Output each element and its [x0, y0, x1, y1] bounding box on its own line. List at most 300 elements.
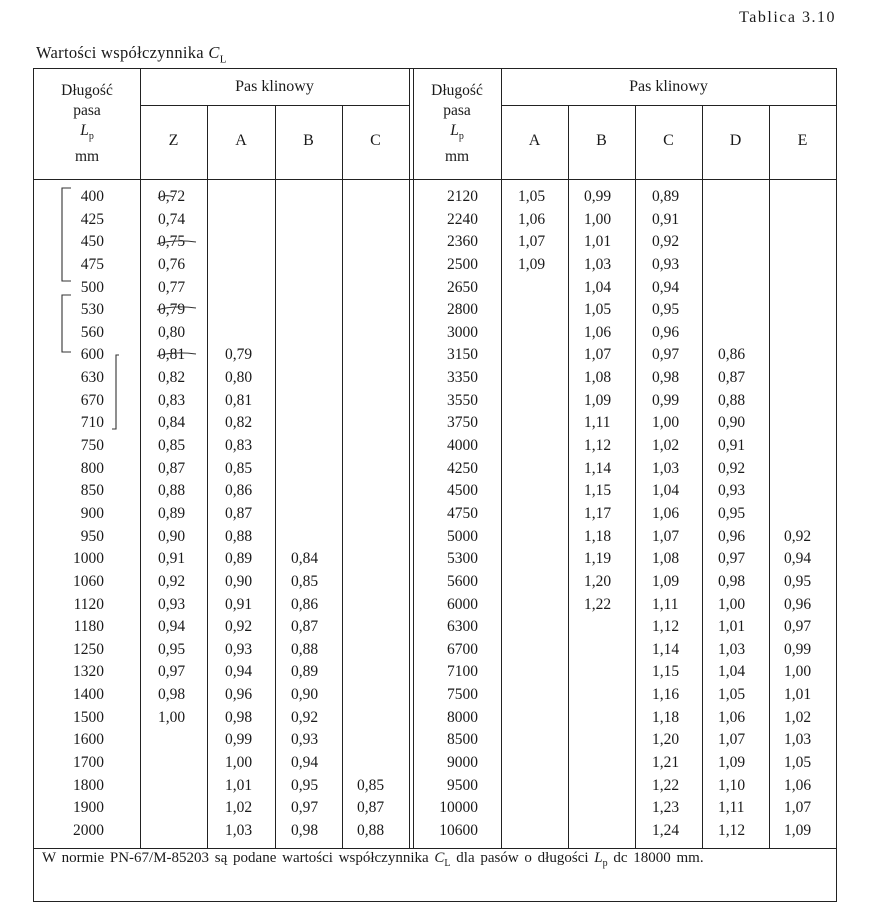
table-cell: 1,23 [652, 799, 680, 817]
table-cell: 0,90 [225, 572, 253, 590]
table-cell [357, 526, 402, 549]
table-cell [291, 390, 336, 413]
table-cell: 0,85 [225, 459, 253, 477]
table-cell: 0,84 [291, 550, 319, 568]
table-cell: 560 [80, 323, 104, 341]
left-length-column [54, 186, 104, 843]
table-cell [225, 322, 270, 345]
table-cell: 1320 [73, 663, 104, 681]
table-cell: 0,84 [158, 414, 186, 432]
table-cell [357, 231, 402, 254]
table-cell [357, 344, 402, 367]
note-symbol1-sub: L [444, 858, 451, 869]
divider-a-b [275, 105, 276, 848]
table-cell: 1,18 [584, 527, 612, 545]
right-col-header-a: A [528, 132, 541, 149]
table-cell [357, 729, 402, 752]
table-cell [357, 480, 402, 503]
table-cell [291, 503, 336, 526]
table-cell: 0,75 [158, 233, 186, 251]
table-cell [225, 186, 270, 209]
table-cell: 1,09 [518, 255, 546, 273]
table-cell [357, 435, 402, 458]
table-cell: 1,15 [584, 482, 612, 500]
table-cell: 2120 [447, 188, 478, 205]
table-cell [718, 277, 763, 300]
table-cell: 1,00 [584, 210, 612, 228]
table-cell: 0,88 [291, 640, 319, 658]
table-cell: 1,01 [784, 686, 812, 704]
table-cell [291, 412, 336, 435]
table-cell [584, 729, 629, 752]
table-cell: 0,89 [158, 504, 186, 522]
table-cell: 0,89 [652, 188, 680, 205]
length-header-line2: pasa [443, 102, 471, 119]
table-cell [584, 775, 629, 798]
table-cell: 0,96 [225, 686, 253, 704]
table-cell: 1700 [73, 754, 104, 772]
table-cell: 0,93 [225, 640, 253, 658]
table-cell: 1,05 [518, 188, 546, 205]
table-cell [518, 412, 563, 435]
table-cell [158, 752, 203, 775]
table-cell: 1,20 [652, 731, 680, 749]
table-cell [518, 707, 563, 730]
table-cell: 5600 [447, 572, 478, 590]
table-cell: 0,97 [291, 799, 319, 817]
table-cell: 1,06 [652, 504, 680, 522]
table-cell: 670 [80, 391, 104, 409]
table-cell: 0,89 [225, 550, 253, 568]
divider-c-d-right [702, 105, 703, 848]
table-cell: 1800 [73, 776, 104, 794]
divider-right-length [501, 69, 502, 848]
table-cell [584, 820, 629, 843]
table-cell [158, 820, 203, 843]
table-cell: 0,90 [291, 686, 319, 704]
table-cell [518, 548, 563, 571]
table-cell: 0,98 [718, 572, 746, 590]
table-cell [291, 186, 336, 209]
table-cell [718, 254, 763, 277]
table-cell [584, 661, 629, 684]
table-cell [291, 299, 336, 322]
table-cell: 1,04 [584, 278, 612, 296]
divider-b-c [342, 105, 343, 848]
table-cell: 1,00 [718, 595, 746, 613]
table-cell: 1,07 [518, 233, 546, 251]
table-cell: 2800 [447, 301, 478, 319]
table-cell: 0,93 [652, 255, 680, 273]
table-cell [518, 435, 563, 458]
length-header-line1: Długość [61, 82, 113, 99]
table-cell: 0,91 [225, 595, 253, 613]
table-cell: 0,90 [158, 527, 186, 545]
table-cell: 0,93 [291, 731, 319, 749]
table-cell [357, 322, 402, 345]
table-cell: 0,88 [718, 391, 746, 409]
length-header-symbol: $L_p$ [80, 122, 94, 143]
table-cell: 0,88 [158, 482, 186, 500]
table-cell [518, 729, 563, 752]
right-col-header-b: B [596, 132, 607, 149]
table-cell [718, 231, 763, 254]
table-cell: 1,19 [584, 550, 612, 568]
divider-left-length [140, 69, 141, 848]
note-symbol2-sub: p [602, 858, 608, 869]
table-cell [518, 594, 563, 617]
table-cell: 5000 [447, 527, 478, 545]
table-cell [584, 707, 629, 730]
table-cell [357, 367, 402, 390]
table-cell: 0,83 [225, 437, 253, 455]
table-cell: 0,86 [291, 595, 319, 613]
table-cell [357, 548, 402, 571]
table-cell: 1,12 [718, 821, 746, 839]
table-cell: 1,07 [652, 527, 680, 545]
caption-symbol: C [208, 43, 220, 62]
table-cell [357, 639, 402, 662]
right-b-column [584, 186, 629, 843]
table-cell: 450 [80, 233, 104, 251]
table-cell: 2500 [447, 255, 478, 273]
table-cell: 1,01 [225, 776, 253, 794]
table-cell: 1,12 [652, 618, 680, 636]
table-cell: 1,18 [652, 708, 680, 726]
table-cell [518, 775, 563, 798]
table-cell [291, 322, 336, 345]
table-cell [518, 322, 563, 345]
table-cell: 4500 [447, 482, 478, 500]
table-cell: 0,86 [718, 346, 746, 364]
table-cell: 0,92 [225, 618, 253, 636]
note-symbol2: L [594, 850, 603, 866]
table-cell [357, 209, 402, 232]
table-cell: 5300 [447, 550, 478, 568]
table-cell: 0,82 [158, 369, 186, 387]
table-cell [357, 186, 402, 209]
table-cell: 400 [80, 188, 104, 205]
table-cell: 475 [80, 255, 104, 273]
table-cell [291, 277, 336, 300]
table-cell: 1,11 [652, 595, 679, 613]
table-cell [784, 458, 829, 481]
left-z-column [158, 186, 203, 843]
table-cell: 1,00 [158, 708, 186, 726]
right-col-header-d: D [729, 132, 742, 149]
right-length-column [424, 186, 478, 843]
table-cell [784, 435, 829, 458]
table-cell: 3350 [447, 369, 478, 387]
table-cell: 7100 [447, 663, 478, 681]
table-cell: 0,97 [158, 663, 186, 681]
table-cell: 1,06 [584, 323, 612, 341]
table-cell [291, 254, 336, 277]
table-cell [291, 231, 336, 254]
table-cell: 2650 [447, 278, 478, 296]
table-cell: 1,00 [784, 663, 812, 681]
table-cell: 0,98 [158, 686, 186, 704]
length-header-unit: mm [74, 148, 100, 166]
table-cell: 1,03 [225, 821, 253, 839]
table-cell: 7500 [447, 686, 478, 704]
table-cell: 8500 [447, 731, 478, 749]
coefficient-table [33, 68, 837, 902]
right-length-header [413, 81, 501, 167]
table-cell [518, 797, 563, 820]
divider-z-a [207, 105, 208, 848]
table-cell: 0,95 [158, 640, 186, 658]
table-cell: 1,24 [652, 821, 680, 839]
table-cell [518, 458, 563, 481]
table-cell: 750 [80, 437, 104, 455]
table-cell: 1,07 [718, 731, 746, 749]
note-part1: W normie PN-67/M-85203 są podane wartości współczynnika [42, 850, 429, 866]
table-cell: 10600 [439, 821, 478, 839]
table-footnote [42, 848, 824, 874]
table-cell [784, 367, 829, 390]
table-cell: 1,07 [784, 799, 812, 817]
table-cell: 0,85 [357, 776, 385, 794]
table-cell: 0,94 [158, 618, 186, 636]
table-cell: 425 [80, 210, 104, 228]
table-cell: 1,06 [784, 776, 812, 794]
table-cell: 6700 [447, 640, 478, 658]
double-divider-1 [409, 69, 410, 848]
table-cell: 1,03 [784, 731, 812, 749]
table-cell [784, 344, 829, 367]
table-cell [225, 299, 270, 322]
table-cell [518, 661, 563, 684]
table-cell: 1,16 [652, 686, 680, 704]
table-cell: 1,02 [652, 437, 680, 455]
table-cell: 0,96 [784, 595, 812, 613]
table-cell: 2360 [447, 233, 478, 251]
table-cell: 0,91 [652, 210, 680, 228]
table-cell: 0,98 [225, 708, 253, 726]
table-cell: 0,83 [158, 391, 186, 409]
table-cell [291, 480, 336, 503]
table-cell: 0,99 [652, 391, 680, 409]
table-cell: 1,08 [584, 369, 612, 387]
table-cell [784, 390, 829, 413]
table-cell: 0,98 [291, 821, 319, 839]
table-cell [158, 775, 203, 798]
table-cell: 0,92 [652, 233, 680, 251]
left-c-column [357, 186, 402, 843]
right-col-header-e: E [797, 132, 808, 149]
table-number: Tablica 3.10 [739, 9, 836, 26]
table-cell [357, 594, 402, 617]
table-cell [225, 277, 270, 300]
table-cell: 0,99 [584, 188, 612, 205]
caption-symbol-sub: L [219, 53, 227, 66]
table-cell: 0,93 [158, 595, 186, 613]
table-cell: 1,02 [225, 799, 253, 817]
table-cell: 1,03 [652, 459, 680, 477]
table-cell [784, 186, 829, 209]
table-cell [718, 186, 763, 209]
table-cell: 1,15 [652, 663, 680, 681]
table-cell [518, 820, 563, 843]
table-cell: 4250 [447, 459, 478, 477]
table-cell: 3550 [447, 391, 478, 409]
table-cell [158, 729, 203, 752]
length-header-line2: pasa [73, 102, 101, 119]
table-cell [518, 367, 563, 390]
table-cell: 3150 [447, 346, 478, 364]
table-cell: 1180 [73, 618, 104, 636]
table-cell: 0,92 [291, 708, 319, 726]
table-cell: 950 [80, 527, 104, 545]
table-cell: 1600 [73, 731, 104, 749]
table-cell [518, 503, 563, 526]
table-cell: 1,11 [718, 799, 745, 817]
table-cell: 0,95 [652, 301, 680, 319]
table-cell [291, 344, 336, 367]
table-cell: 710 [80, 414, 104, 432]
table-cell: 3750 [447, 414, 478, 432]
right-subheader-line [501, 105, 836, 106]
table-cell: 0,80 [225, 369, 253, 387]
table-cell [357, 752, 402, 775]
table-cell: 1,05 [784, 754, 812, 772]
table-cell: 900 [80, 504, 104, 522]
table-cell: 0,81 [225, 391, 253, 409]
table-cell: 1,09 [652, 572, 680, 590]
table-cell [225, 231, 270, 254]
table-cell: 1,06 [718, 708, 746, 726]
table-cell [291, 435, 336, 458]
table-cell [357, 661, 402, 684]
table-cell: 0,86 [225, 482, 253, 500]
table-cell: 0,87 [158, 459, 186, 477]
table-cell [784, 299, 829, 322]
left-subheader-line [140, 105, 409, 106]
table-cell: 4750 [447, 504, 478, 522]
table-cell [718, 209, 763, 232]
table-cell [584, 639, 629, 662]
table-cell: 0,98 [652, 369, 680, 387]
table-cell [357, 390, 402, 413]
right-a-column [518, 186, 563, 843]
left-col-header-c: C [370, 132, 381, 149]
right-col-header-c: C [663, 132, 674, 149]
table-cell: 0,96 [652, 323, 680, 341]
table-cell: 0,97 [652, 346, 680, 364]
table-cell: 1,14 [584, 459, 612, 477]
length-header-line1: Długość [431, 82, 483, 99]
table-cell: 1,22 [584, 595, 612, 613]
table-cell: 3000 [447, 323, 478, 341]
table-cell: 850 [80, 482, 104, 500]
table-cell: 1400 [73, 686, 104, 704]
left-group-header: Pas klinowy [235, 78, 314, 95]
table-cell: 800 [80, 459, 104, 477]
table-cell [518, 752, 563, 775]
table-cell [784, 503, 829, 526]
table-cell: 6300 [447, 618, 478, 636]
table-cell: 1,11 [584, 414, 611, 432]
right-group-header: Pas klinowy [629, 78, 708, 95]
table-cell [784, 209, 829, 232]
table-cell: 1,09 [584, 391, 612, 409]
table-cell [357, 254, 402, 277]
note-part2: dla pasów o długości [456, 850, 589, 866]
table-cell: 1,20 [584, 572, 612, 590]
table-cell [518, 344, 563, 367]
table-cell: 0,90 [718, 414, 746, 432]
table-cell: 630 [80, 369, 104, 387]
table-cell: 1060 [73, 572, 104, 590]
table-cell: 1,01 [718, 618, 746, 636]
right-c-column [652, 186, 697, 843]
table-cell [357, 503, 402, 526]
table-cell [784, 412, 829, 435]
table-cell [784, 254, 829, 277]
table-cell: 9000 [447, 754, 478, 772]
table-cell: 0,87 [357, 799, 385, 817]
divider-d-e-right [769, 105, 770, 848]
table-caption [36, 43, 227, 65]
table-cell: 0,74 [158, 210, 186, 228]
table-cell: 0,87 [225, 504, 253, 522]
table-cell: 1120 [73, 595, 104, 613]
table-cell: 8000 [447, 708, 478, 726]
table-cell [718, 322, 763, 345]
left-col-header-z: Z [168, 132, 179, 149]
table-cell: 9500 [447, 776, 478, 794]
table-cell: 1,01 [584, 233, 612, 251]
table-cell: 1,00 [652, 414, 680, 432]
table-cell: 1,12 [584, 437, 612, 455]
table-cell [518, 277, 563, 300]
table-cell: 0,77 [158, 278, 186, 296]
table-cell [291, 458, 336, 481]
table-cell [784, 322, 829, 345]
table-cell: 0,96 [718, 527, 746, 545]
left-a-column [225, 186, 270, 843]
table-cell [357, 277, 402, 300]
double-divider-2 [413, 69, 414, 848]
table-cell: 1,05 [718, 686, 746, 704]
note-symbol1: C [434, 850, 445, 866]
table-cell [584, 684, 629, 707]
table-cell [784, 480, 829, 503]
table-cell: 500 [80, 278, 104, 296]
table-cell: 1,04 [718, 663, 746, 681]
caption-text: Wartości współczynnika [36, 43, 204, 62]
table-cell: 0,88 [357, 821, 385, 839]
table-cell: 1000 [73, 550, 104, 568]
table-cell [518, 390, 563, 413]
table-cell [718, 299, 763, 322]
table-cell: 0,87 [291, 618, 319, 636]
table-cell [784, 277, 829, 300]
table-cell: 0,92 [784, 527, 812, 545]
table-cell: 0,94 [291, 754, 319, 772]
table-cell: 0,85 [158, 437, 186, 455]
table-cell: 0,97 [718, 550, 746, 568]
table-cell: 0,95 [784, 572, 812, 590]
table-cell: 1,14 [652, 640, 680, 658]
table-cell [584, 752, 629, 775]
table-cell: 1,08 [652, 550, 680, 568]
table-cell: 0,94 [652, 278, 680, 296]
table-cell: 0,91 [718, 437, 746, 455]
table-cell [291, 367, 336, 390]
table-cell: 1,10 [718, 776, 746, 794]
